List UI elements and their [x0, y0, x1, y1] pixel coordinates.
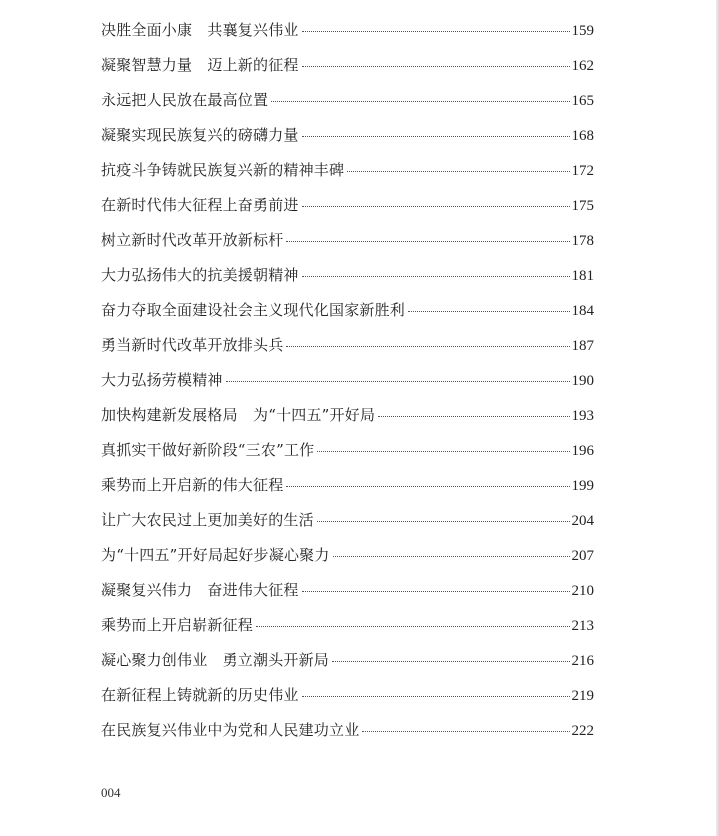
dot-leader — [302, 206, 570, 207]
toc-entry-page-number: 193 — [571, 408, 594, 424]
toc-entry-page-number: 159 — [571, 23, 594, 39]
toc-entry — [101, 363, 594, 398]
toc-entry-title: 加快构建新发展格局 为“十四五”开好局 — [101, 406, 376, 424]
toc-entry-page-number: 178 — [571, 233, 594, 249]
toc-entry — [101, 258, 594, 293]
dot-leader — [302, 591, 570, 592]
dot-leader — [317, 451, 569, 452]
toc-entry-title: 永远把人民放在最高位置 — [101, 91, 269, 109]
toc-entry — [101, 13, 594, 48]
page-number: 004 — [101, 785, 121, 800]
toc-entry-title: 大力弘扬伟大的抗美援朝精神 — [101, 266, 299, 284]
toc-entry-page-number: 196 — [571, 443, 594, 459]
toc-entry-title: 真抓实干做好新阶段“三农”工作 — [101, 441, 315, 459]
dot-leader — [302, 66, 570, 67]
toc-entry — [101, 188, 594, 223]
toc-entry — [101, 293, 594, 328]
toc-entry-title: 树立新时代改革开放新标杆 — [101, 231, 284, 249]
toc-entry-title: 乘势而上开启崭新征程 — [101, 616, 254, 634]
toc-entry-page-number: 190 — [571, 373, 594, 389]
dot-leader — [302, 276, 570, 277]
toc-entry-title: 抗疫斗争铸就民族复兴新的精神丰碑 — [101, 161, 345, 179]
toc-entry — [101, 468, 594, 503]
toc-entry — [101, 83, 594, 118]
dot-leader — [408, 311, 569, 312]
toc-entry-title: 凝聚复兴伟力 奋进伟大征程 — [101, 581, 299, 599]
toc-entry-title: 为“十四五”开好局起好步凝心聚力 — [101, 546, 330, 564]
toc-entry-page-number: 222 — [571, 723, 594, 739]
dot-leader — [286, 346, 569, 347]
toc-entry-title: 在民族复兴伟业中为党和人民建功立业 — [101, 721, 360, 739]
toc-entry-title: 凝聚实现民族复兴的磅礴力量 — [101, 126, 299, 144]
toc-entry-page-number: 216 — [571, 653, 594, 669]
toc-entry-title: 勇当新时代改革开放排头兵 — [101, 336, 284, 354]
toc-entry — [101, 678, 594, 713]
toc-entry-page-number: 184 — [571, 303, 594, 319]
toc-entry-page-number: 210 — [571, 583, 594, 599]
dot-leader — [286, 486, 569, 487]
toc-entry-title: 乘势而上开启新的伟大征程 — [101, 476, 284, 494]
dot-leader — [271, 101, 569, 102]
dot-leader — [302, 696, 570, 697]
toc-entry-title: 决胜全面小康 共襄复兴伟业 — [101, 21, 299, 39]
dot-leader — [226, 381, 570, 382]
toc-entry-page-number: 219 — [571, 688, 594, 704]
toc-entry-page-number: 181 — [571, 268, 594, 284]
toc-entry — [101, 538, 594, 573]
table-of-contents — [101, 13, 594, 748]
toc-entry — [101, 153, 594, 188]
toc-entry-page-number: 204 — [571, 513, 594, 529]
toc-entry-page-number: 175 — [571, 198, 594, 214]
dot-leader — [302, 136, 570, 137]
toc-entry-page-number: 172 — [571, 163, 594, 179]
toc-entry — [101, 608, 594, 643]
toc-entry-title: 凝聚智慧力量 迈上新的征程 — [101, 56, 299, 74]
toc-entry-page-number: 199 — [571, 478, 594, 494]
dot-leader — [286, 241, 569, 242]
dot-leader — [362, 731, 569, 732]
dot-leader — [333, 556, 570, 557]
dot-leader — [302, 31, 570, 32]
toc-entry — [101, 118, 594, 153]
toc-entry-title: 让广大农民过上更加美好的生活 — [101, 511, 314, 529]
toc-entry — [101, 398, 594, 433]
toc-entry-page-number: 213 — [571, 618, 594, 634]
toc-entry — [101, 643, 594, 678]
toc-entry-page-number: 187 — [571, 338, 594, 354]
toc-entry — [101, 433, 594, 468]
dot-leader — [332, 661, 569, 662]
dot-leader — [378, 416, 569, 417]
toc-entry-page-number: 207 — [571, 548, 594, 564]
dot-leader — [317, 521, 570, 522]
toc-entry — [101, 713, 594, 748]
toc-entry-title: 奋力夺取全面建设社会主义现代化国家新胜利 — [101, 301, 406, 319]
toc-entry-title: 在新时代伟大征程上奋勇前进 — [101, 196, 299, 214]
dot-leader — [347, 171, 569, 172]
toc-entry-page-number: 162 — [571, 58, 594, 74]
toc-entry-page-number: 168 — [571, 128, 594, 144]
dot-leader — [256, 626, 569, 627]
toc-entry-page-number: 165 — [571, 93, 594, 109]
toc-entry — [101, 503, 594, 538]
toc-entry — [101, 223, 594, 258]
toc-entry — [101, 48, 594, 83]
toc-entry — [101, 573, 594, 608]
toc-entry — [101, 328, 594, 363]
toc-entry-title: 凝心聚力创伟业 勇立潮头开新局 — [101, 651, 330, 669]
toc-entry-title: 大力弘扬劳模精神 — [101, 371, 223, 389]
toc-entry-title: 在新征程上铸就新的历史伟业 — [101, 686, 299, 704]
